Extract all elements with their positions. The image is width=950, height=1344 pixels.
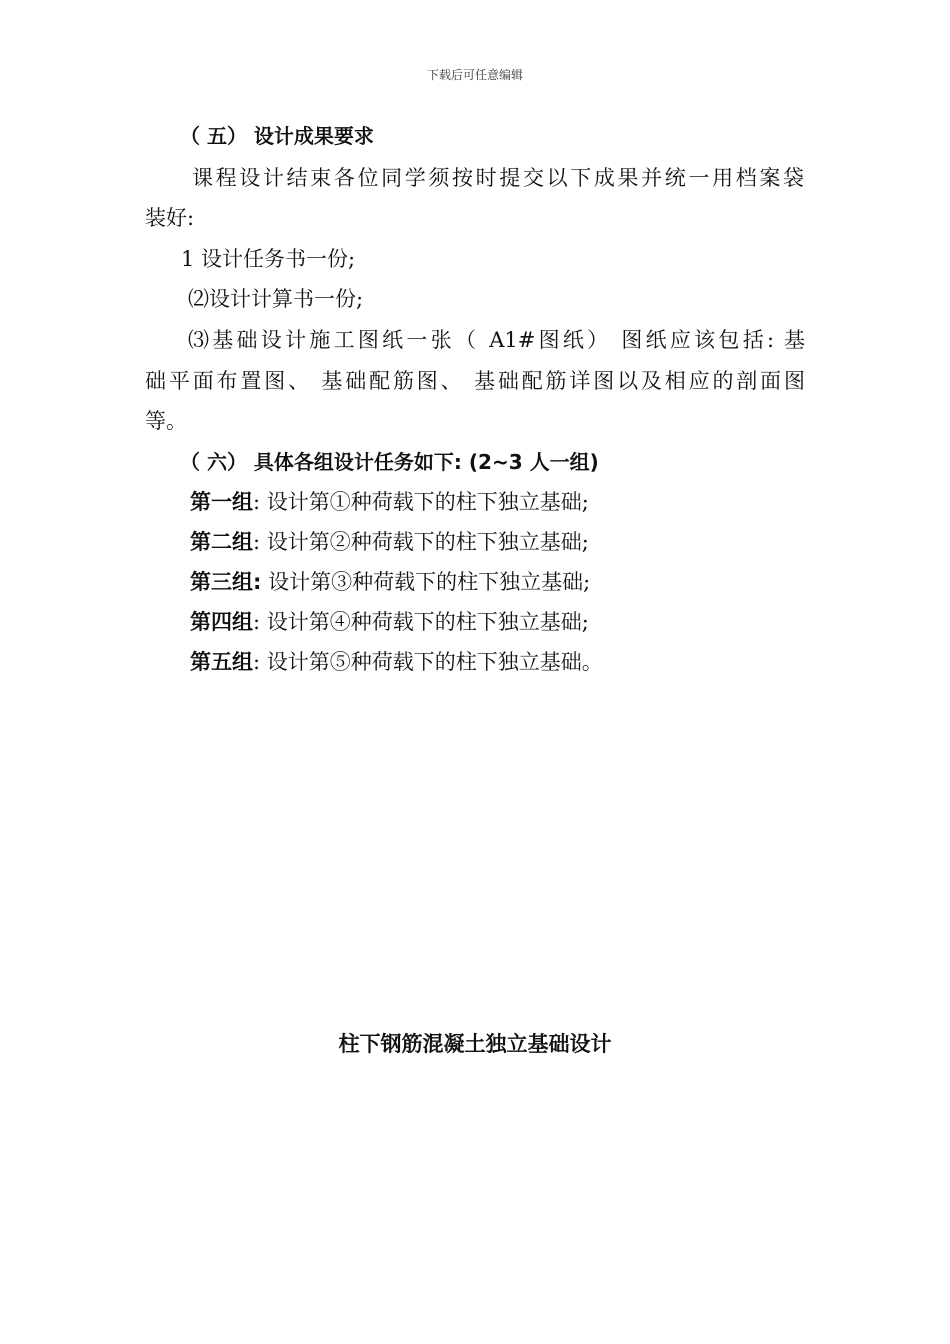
section-6-heading: （ 六） 具体各组设计任务如下: (2~3 人一组)	[180, 450, 599, 474]
deliverable-item-3-line-2: 础平面布置图、 基础配筋图、 基础配筋详图以及相应的剖面图	[145, 369, 805, 393]
deliverable-item-1: 1 设计任务书一份;	[181, 247, 356, 271]
document-title: 柱下钢筋混凝土独立基础设计	[338, 1032, 612, 1056]
group-task: 设计第③种荷载下的柱下独立基础;	[261, 570, 591, 594]
deliverable-item-3-line-1: ⑶基础设计施工图纸一张（ A1#图纸） 图纸应该包括: 基	[188, 328, 805, 352]
deliverable-item-2: ⑵设计计算书一份;	[188, 287, 364, 311]
group-item-4	[190, 608, 589, 636]
deliverable-item-3-line-3: 等。	[145, 409, 187, 433]
group-label: 第五组	[190, 650, 253, 674]
group-task: : 设计第⑤种荷载下的柱下独立基础。	[253, 650, 603, 674]
group-item-1	[190, 488, 589, 516]
group-label: 第二组	[190, 530, 253, 554]
group-task: : 设计第④种荷载下的柱下独立基础;	[253, 610, 589, 634]
group-task: : 设计第①种荷载下的柱下独立基础;	[253, 490, 589, 514]
section-5-intro-line-1: 课程设计结束各位同学须按时提交以下成果并统一用档案袋	[192, 166, 804, 190]
group-task: : 设计第②种荷载下的柱下独立基础;	[253, 530, 589, 554]
section-5-heading: （ 五） 设计成果要求	[180, 124, 374, 148]
group-item-5	[190, 648, 603, 676]
group-label: 第三组:	[190, 570, 262, 594]
group-item-2	[190, 528, 589, 556]
section-5-intro-line-2: 装好:	[145, 206, 195, 230]
group-label: 第一组	[190, 490, 253, 514]
group-label: 第四组	[190, 610, 253, 634]
page-header: 下载后可任意编辑	[426, 68, 523, 82]
group-item-3	[190, 568, 590, 596]
